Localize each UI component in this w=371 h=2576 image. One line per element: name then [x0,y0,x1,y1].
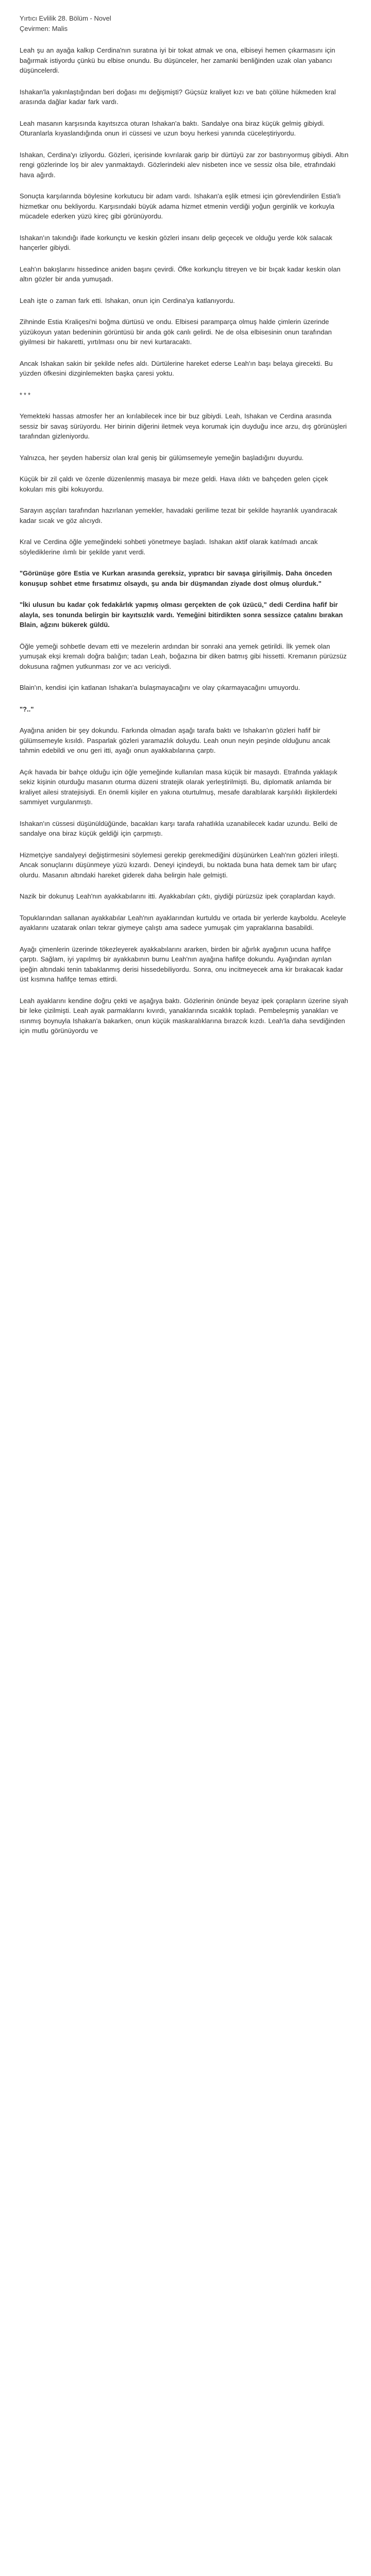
story-paragraph: Küçük bir zil çaldı ve özenle düzenlenmiş masaya bir meze geldi. Hava ılıktı ve bahçeden gelen çiçek kokuları mis gibi kokuyordu. [20,475,328,493]
story-paragraph: Leah ayaklarını kendine doğru çekti ve aşağıya baktı. Gözlerinin önünde beyaz ipek çorapların üzerine siyah bir leke çizilmişti. Leah ayak parmaklarını kıvırdı, yanaklarında sıcaklık topladı. Pembeleşmiş yanakları ve ısınmış boynuyla Ishakan'a bakarken, onun küçük maskaralıklarına bırazcık kızdı. Leah'la daha sevdiğinden için mutlu görünüyordu ve [20,996,348,1035]
story-paragraph: Ishakan, Cerdina'yı izliyordu. Gözleri, içerisinde kıvrılarak garip bir dürtüyü zar zor bastırıyormuş gibiydi. Altın rengi gözlerinde loş bir alev yanmaktaydı. Gözlerindeki alev nisbeten ince ve sessiz olsa bile, etrafındaki hava ağırdı. [20,150,349,179]
story-paragraph: Ayağı çimenlerin üzerinde tökezleyerek ayakkabılarını ararken, birden bir ağırlık ayağının ucuna hafifçe çarptı. Sağlam, iyi yapılmış bir ayakkabının burnu Leah'nın ayağına hafifçe dokundu. Ayağından ayrılan ipeğin altındaki tenin tabaklanmış derisi hissedebiliyordu. Sonra, onu incitmeyecek ama kir bırakacak kadar üst kısmına hafifçe temas ettirdi. [20,945,343,983]
story-paragraph: Açık havada bir bahçe olduğu için öğle yemeğinde kullanılan masa küçük bir masaydı. Etrafında yaklaşık sekiz kişinin oturduğu masanın oturma düzeni stratejik olarak yerleştirilmişti. Bu, diplomatik anlamda bir kraliyet ailesi stratejisiydi. En önemli kişiler en yakına oturtulmuş, mesafe daraltılarak karşılıklı ilişkilerdeki sammiyet vurgulanmıştı. [20,768,338,806]
dialogue-paragraph: "İki ulusun bu kadar çok fedakârlık yapmış olması gerçekten de çok üzücü," dedi Cerdina hafif bir alayla, ses tonunda belirgin bir kayıtsızlık vardı. Yemeğini bitirdikten sonra sessizce çatalını bırakan Blain, ağzını bükerek güldü. [20,601,343,629]
story-paragraph: Ishakan'ın takındığı ifade korkunçtu ve keskin gözleri insanı delip geçecek ve olduğu yerde kök salacak hançerler gibiydi. [20,233,332,251]
story-paragraph: Ayağına aniden bir şey dokundu. Farkında olmadan aşağı tarafa baktı ve Ishakan'ın gözleri hafif bir gülümsemeyle kısıldı. Pasparlak gözleri yaramazlık doluydu. Leah onun neyin peşinde olduğunu ancak tahmin edebildi ve onu geri itti, ayağı onun ayakkabılarına çarptı. [20,726,330,754]
story-paragraph: Kral ve Cerdina öğle yemeğindeki sohbeti yönetmeye başladı. Ishakan aktif olarak katılmadı ancak söylediklerine ılımlı bir şekilde yanıt verdi. [20,538,318,556]
chapter-title: Yırtıcı Evlilik 28. Bölüm - Novel [20,14,111,22]
scene-separator: *** [20,391,32,399]
story-paragraph: Sarayın aşçıları tarafından hazırlanan yemekler, havadaki gerilime tezat bir şekilde hayranlık uyandıracak kadar sıcak ve göz alıcıydı. [20,506,338,524]
story-paragraph: Yemekteki hassas atmosfer her an kırılabilecek ince bir buz gibiydi. Leah, Ishakan ve Cerdina arasında sessiz bir savaş sürüyordu. Her birinin diğerini iletmek veya korumak için duyduğu ince arzu, dış görünüşleri tarafından gizleniyordu. [20,412,347,440]
dialogue-paragraph: "Görünüşe göre Estia ve Kurkan arasında gereksiz, yıpratıcı bir savaşa girişilmiş. Daha önceden konuşup sohbet etme fırsatımız olsaydı, şu anda bir düşmandan ziyade dost olmuş olurduk." [20,569,332,587]
story-paragraph: Topuklarından sallanan ayakkabılar Leah'nın ayaklarından kurtuldu ve ortada bir yerlerde kayboldu. Aceleyle ayaklarını uzatarak onları tekrar giymeye çalıştı ama sadece yumuşak çim yapraklarına basabildi. [20,913,346,931]
story-paragraph: Ishakan'ın cüssesi düşünüldüğünde, bacakları karşı tarafa rahatlıkla uzanabilecek kadar uzundu. Belki de sandalye ona biraz küçük geldiği için çarpmıştı. [20,819,338,837]
story-paragraph: Sonuçta karşılarında böylesine korkutucu bir adam vardı. Ishakan'a eşlik etmesi için görevlendirilen Estia'lı hizmetkar onu bekliyordu. Karşısındaki büyük adama hizmet etmenin verdiği yoğun gerginlik ve korkuyla mücadele ederken yüzü kireç gibi görünüyordu. [20,192,341,220]
story-paragraph: Ancak Ishakan sakin bir şekilde nefes aldı. Dürtülerine hareket ederse Leah'ın başı belaya girecekti. Bu yüzden öfkesini dizginlemekten başka çaresi yoktu. [20,359,333,377]
story-paragraph: Zihninde Estia Kraliçesi'ni boğma dürtüsü ve ondu. Elbisesi paramparça olmuş halde çimlerin üzerinde yüzükoyun yatan bedeninin görüntüsü bir anda gök canlı gelirdi. Ne de olsa elbisesinin onun tarafından giyilmesi bir hakaretti, yırtılması onu bir nevi kurtaracaktı. [20,318,332,346]
story-paragraph: Öğle yemeği sohbetle devam etti ve mezelerin ardından bir sonraki ana yemek getirildi. İlk yemek olan yumuşak ekşi kremalı doğra balığın; tadan Leah, boğazına bir diken batmış gibi hissetti. Kremanın pürüzsüz dokusuna rağmen yutkunması zor ve acı vericiydi. [20,642,347,670]
story-paragraph: Ishakan'la yakınlaştığından beri doğası mı değişmişti? Güçsüz kraliyet kızı ve batı çölüne hükmeden kral arasında dağlar kadar fark vardı. [20,88,336,106]
story-paragraph: Yalnızca, her şeyden habersiz olan kral geniş bir gülümsemeyle yemeğin başladığını duyurdu. [20,453,304,462]
dialogue-paragraph: "?.." [20,705,34,713]
story-paragraph: Leah'ın bakışlarını hissedince aniden başını çevirdi. Öfke korkunçlu titreyen ve bir bıçak kadar keskin olan altın gözler bir anda yumuşadı. [20,265,341,283]
story-paragraph: Nazik bir dokunuş Leah'nın ayakkabılarını itti. Ayakkabıları çıktı, giydiği pürüzsüz ipek çoraplardan kaydı. [20,892,336,900]
story-paragraph: Hizmetçiye sandalyeyi değiştirmesini söylemesi gerekip gerekmediğini düşünürken Leah'nın gözleri irileşti. Ancak sonuçlarını düşünmeye yüzü kızardı. Deneyi içindeydi, bu noktada buna hata demek tam bir ufarç olurdu. Masanın altındaki hareket giderek daha belirgin hale gelmişti. [20,851,339,879]
chapter-body [20,45,351,1036]
story-paragraph: Leah masanın karşısında kayıtsızca oturan Ishakan'a baktı. Sandalye ona biraz küçük gelmiş gibiydi. Oturanlarla kıyaslandığında onun iri cüssesi ve uzun boyu herkesi yanında cüceleştiriyordu. [20,119,325,137]
story-paragraph: Leah şu an ayağa kalkıp Cerdina'nın suratına iyi bir tokat atmak ve ona, elbiseyi hemen çıkarmasını için bağırmak istiyordu çünkü bu elbise onundu. Bu düşünceler, her zamanki benliğinden uzak olan yabancı düşüncelerdi. [20,46,335,74]
story-paragraph: Leah işte o zaman fark etti. Ishakan, onun için Cerdina'ya katlanıyordu. [20,296,235,304]
story-paragraph: Blain'ın, kendisi için katlanan Ishakan'a bulaşmayacağını ve olay çıkarmayacağını umuyordu. [20,684,300,691]
chapter-page [0,0,371,1068]
translator-credit: Çevirmen: Malis [20,25,68,32]
chapter-meta [20,13,351,34]
